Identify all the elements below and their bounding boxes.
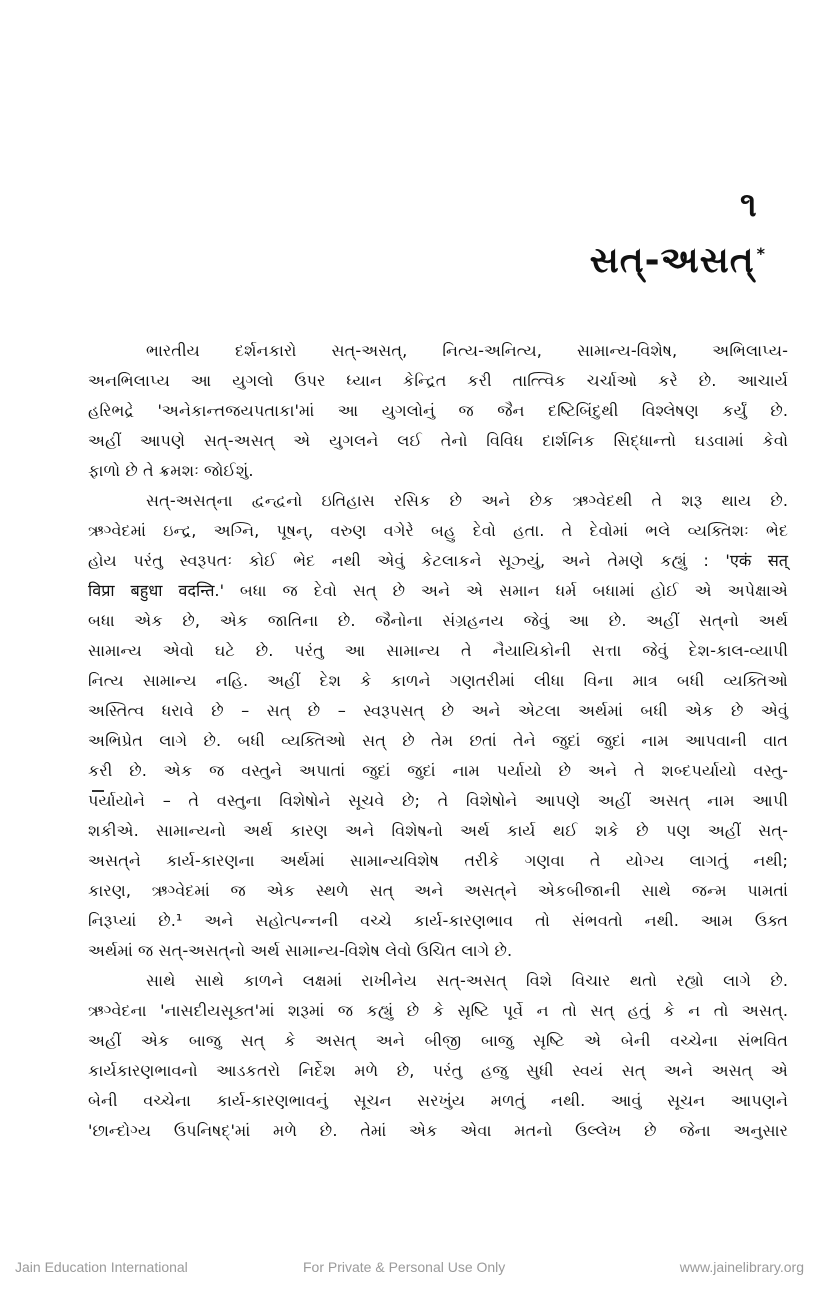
text-line: કારણ, ઋગ્વેદમાં જ એક સ્થળે સત્ અને અસત્‌ને એકબીજાની સાથે જન્મ પામતાં xyxy=(88,881,788,900)
text-line: ભારતીય દર્શનકારો સત્-અસત્, નિત્ય-અનિત્ય, સામાન્ય-વિશેષ, અભિલાપ્ય- xyxy=(146,341,788,360)
text-line: બધા એક છે, એક જાતિના છે. જૈનોના સંગ્રહનય જેવું આ છે. અહીં સત્‌નો અર્થ xyxy=(88,611,788,630)
text-line: કાર્યકારણભાવનો આડકતરો નિર્દેશ મળે છે, પરંતુ હજુ સુધી સ્વયં સત્ અને અસત્ એ xyxy=(88,1061,788,1080)
text-line: ઋગ્વેદના 'નાસદીયસૂક્ત'માં શરૂમાં જ કહ્યું છે કે સૃષ્ટિ પૂર્વે ન તો સત્ હતું કે ન તો અસત્. xyxy=(88,1001,788,1020)
text-line: અભિપ્રેત લાગે છે. બધી વ્યક્તિઓ સત્ છે તેમ છતાં તેને જુદાં જુદાં નામ આપવાની વાત xyxy=(88,731,788,750)
text-line: विप्रा बहुधा वदन्ति.' બધા જ દેવો સત્ છે અને એ સમાન ધર્મ બધામાં હોઈ એ અપેક્ષાએ xyxy=(88,581,788,600)
text-line: હોય પરંતુ સ્વરૂપતઃ કોઈ ભેદ નથી એવું કેટલાકને સૂઝ્યું, અને તેમણે કહ્યું : 'एकं सत् xyxy=(88,551,788,570)
text-line: સત્-અસત્‌ના દ્વન્દ્વનો ઇતિહાસ રસિક છે અને છેક ઋગ્વેદથી તે શરૂ થાય છે. xyxy=(146,491,788,510)
chapter-number: ૧ xyxy=(740,185,757,225)
text-line: પર્યાયોને – તે વસ્તુના વિશેષોને સૂચવે છે; તે વિશેષોને આપણે અહીં અસત્ નામ આપી xyxy=(88,791,788,810)
text-line: 'છાન્દોગ્ય ઉપનિષદ્'માં મળે છે. તેમાં એક એવા મતનો ઉલ્લેખ છે જેના અનુસાર xyxy=(88,1121,788,1140)
paragraph-3 xyxy=(88,966,788,1146)
text-line: અહીં આપણે સત્-અસત્ એ યુગલને લઈ તેનો વિવિધ દાર્શનિક સિદ્ધાન્તો ઘડવામાં કેવો xyxy=(88,431,788,450)
text-line: નિત્ય સામાન્ય નહિ. અહીં દેશ કે કાળને ગણતરીમાં લીધા વિના માત્ર બધી વ્યક્તિઓ xyxy=(88,671,788,690)
text-line: સાથે સાથે કાળને લક્ષમાં રાખીનેય સત્-અસત્ વિશે વિચાર થતો રહ્યો લાગે છે. xyxy=(146,971,788,990)
page-footer xyxy=(0,1259,828,1279)
text-line: ફાળો છે તે ક્રમશઃ જોઈશું. xyxy=(88,461,254,480)
text-line: અસ્તિત્વ ધરાવે છે – સત્ છે – સ્વરૂપસત્ છે અને એટલા અર્થમાં બધી એક છે એવું xyxy=(88,701,788,720)
text-line: અર્થમાં જ સત્-અસત્‌નો અર્થ સામાન્ય-વિશેષ લેવો ઉચિત લાગે છે. xyxy=(88,941,513,960)
text-line: બેની વચ્ચેના કાર્ય-કારણભાવનું સૂચન સરખુંય મળતું નથી. આવું સૂચન આપણને xyxy=(88,1091,788,1110)
text-line: અહીં એક બાજુ સત્ કે અસત્ અને બીજી બાજુ સૃષ્ટિ એ બેની વચ્ચેના સંભવિત xyxy=(88,1031,788,1050)
text-line: નિરૂપ્યાં છે.¹ અને સહોત્પન્નની વચ્ચે કાર્ય-કારણભાવ તો સંભવતો નથી. આમ ઉક્ત xyxy=(88,911,788,930)
footer-usage-note: For Private & Personal Use Only xyxy=(303,1259,506,1275)
text-line: હરિભદ્રે 'અનેકાન્તજયપતાકા'માં આ યુગલોનું જ જૈન દષ્ટિબિંદુથી વિશ્લેષણ કર્યું છે. xyxy=(88,401,788,420)
footer-publisher: Jain Education International xyxy=(15,1259,188,1275)
footnote-marker: * xyxy=(756,244,766,263)
text-line: અનભિલાપ્ય આ યુગલો ઉપર ધ્યાન કેન્દ્રિત કરી તાત્ત્વિક ચર્ચાઓ કરે છે. આચાર્ય xyxy=(88,371,788,390)
text-line: ઋગ્વેદમાં ઇન્દ્ર, અગ્નિ, પૂષન્, વરુણ વગેરે બહુ દેવો હતા. તે દેવોમાં ભલે વ્યક્તિશઃ ભેદ xyxy=(88,521,788,540)
text-line: અસત્‌ને કાર્ય-કારણના અર્થમાં સામાન્યવિશેષ તરીકે ગણવા તે યોગ્ય લાગતું નથી; xyxy=(88,851,788,870)
paragraph-1 xyxy=(88,336,788,486)
body-text xyxy=(88,336,788,1146)
text-line: કરી છે. એક જ વસ્તુને અપાતાં જુદાં જુદાં નામ પર્યાયો છે અને તે શબ્દપર્યાયો વસ્તુ- xyxy=(88,761,788,780)
footer-website-link[interactable]: www.jainelibrary.org xyxy=(679,1259,804,1275)
paragraph-2 xyxy=(88,486,788,966)
text-line: સામાન્ય એવો ઘટે છે. પરંતુ આ સામાન્ય તે નૈયાયિકોની સત્તા જેવું દેશ-કાલ-વ્યાપી xyxy=(88,641,788,660)
text-line: શકીએ. સામાન્યનો અર્થ કારણ અને વિશેષનો અર્થ કાર્ય થઈ શકે છે પણ અહીં સત્- xyxy=(88,821,788,840)
chapter-title xyxy=(590,240,766,282)
chapter-title-text: સત્-અસત્ xyxy=(589,240,755,281)
